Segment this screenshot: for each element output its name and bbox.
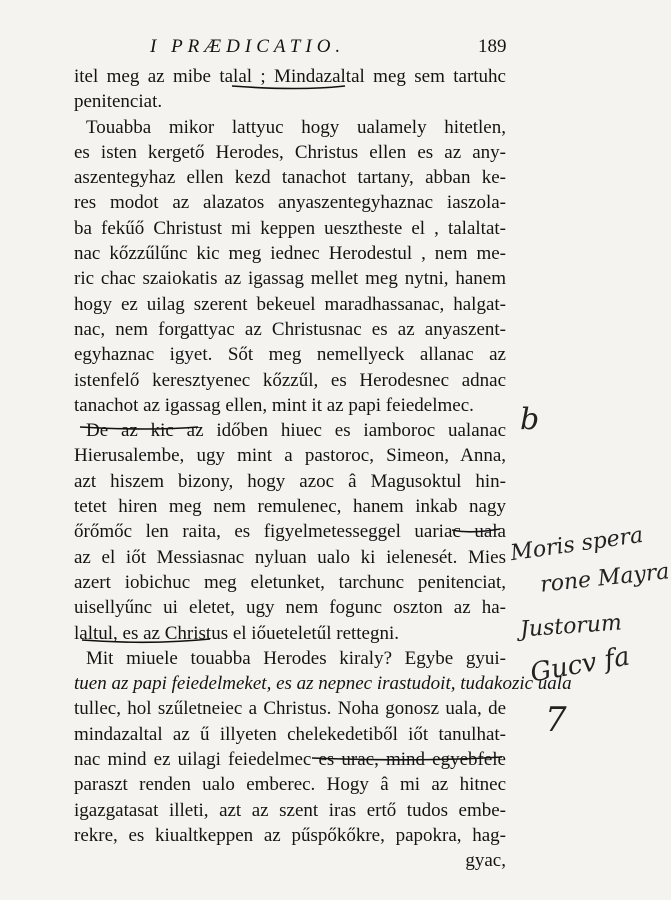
margin-note: Gucv fa [528, 641, 633, 689]
text-line: istenfelő keresztyenec kőzzűl, es Herodesnec adnac [74, 369, 506, 391]
underline-mark [82, 639, 210, 642]
text-line: Hierusalembe, ugy mint a pastoroc, Simeon, Anna, [74, 445, 506, 467]
text-line: nac kőzzűlűnc kic meg iednec Herodestul , nem me- [74, 243, 506, 265]
margin-note: 7 [545, 700, 567, 740]
text-line: gyac, [465, 850, 506, 872]
text-line: rekre, es kiualtkeppen az pűspőkőkre, papokra, hag- [74, 824, 506, 846]
text-line: itel meg az mibe talal ; Mindazaltal meg sem tartuhc [74, 66, 506, 87]
text-line: es isten kergető Herodes, Christus ellen es az any- [74, 141, 506, 163]
text-line: tetet hiren meg nem remulenec, hanem inkab nagy [74, 496, 506, 518]
text-line: De az kic az időben hiuec es iamboroc ualanac [86, 420, 506, 442]
text-line: ric chac szaiokatis az igassag mellet meg nytni, hanem [74, 268, 506, 290]
text-line: tullec, hol szűletneiec a Christus. Noha gonosz uala, de [74, 698, 506, 720]
text-line: nac, nem forgattyac az Christusnac es az anyaszent- [74, 318, 506, 340]
text-line: őrőmőc len raita, es figyelmetesseggel uariac uala [74, 521, 506, 543]
margin-note: rone Mayra [539, 559, 671, 598]
text-line: laltul, es az Christus el iőueteletűl rettegni. [74, 622, 400, 644]
underline-mark [312, 757, 502, 760]
text-line: nac mind ez uilagi feiedelmec es urac, mind egyebfele [74, 749, 506, 771]
text-line: az el iőt Messiasnac nyluan ualo ki ielenesét. Mies [74, 546, 506, 568]
underline-mark [452, 529, 500, 532]
running-title: I PRÆDICATIO. [150, 36, 346, 57]
margin-note: Moris spera [508, 522, 645, 567]
text-line: Touabba mikor lattyuc hogy ualamely hitetlen, [86, 116, 506, 138]
text-line: tuen az papi feiedelmeket, es az nepnec irastudoit, tudakozic uala [74, 673, 572, 695]
margin-note: b [520, 402, 540, 437]
text-line: azt hiszem bizony, hogy azoc â Magusoktul hin- [74, 470, 506, 492]
text-line: Mit miuele touabba Herodes kiraly? Egybe gyui- [86, 647, 506, 669]
margin-note: Justorum [519, 610, 623, 643]
underline-mark [232, 86, 345, 89]
text-line: tanachot az igassag ellen, mint it az papi feiedelmec. [74, 394, 474, 416]
text-line: mindazaltal az ű illyeten chelekedetiből iőt tanulhat- [74, 723, 506, 745]
text-line: ba fekűő Christust mi keppen uesztheste el , talaltat- [74, 217, 506, 239]
text-line: uisellyűnc ui eletet, ugy nem fogunc oszton az ha- [74, 597, 506, 619]
underline-mark [80, 427, 198, 429]
text-line: res modot az alazatos anyaszentegyhaznac iaszola- [74, 192, 506, 214]
text-line: penitenciat. [74, 91, 163, 113]
page-number: 189 [478, 36, 507, 57]
text-line: paraszt renden ualo emberec. Hogy â mi az hitnec [74, 774, 506, 796]
text-line: azert iobichuc meg eletunket, tarchunc penitenciat, [74, 571, 506, 593]
text-line: igazgatasat illeti, azt az szent iras ertő tudos embe- [74, 799, 506, 821]
text-line: egyhaznac igyet. Sőt meg nemellyeck allanac az [74, 344, 506, 366]
text-line: aszentegyhaz ellen kezd tanachot tartany, abban ke- [74, 167, 506, 189]
text-line: hogy ez uilag szerent bekeuel maradhassanac, halgat- [74, 293, 506, 315]
